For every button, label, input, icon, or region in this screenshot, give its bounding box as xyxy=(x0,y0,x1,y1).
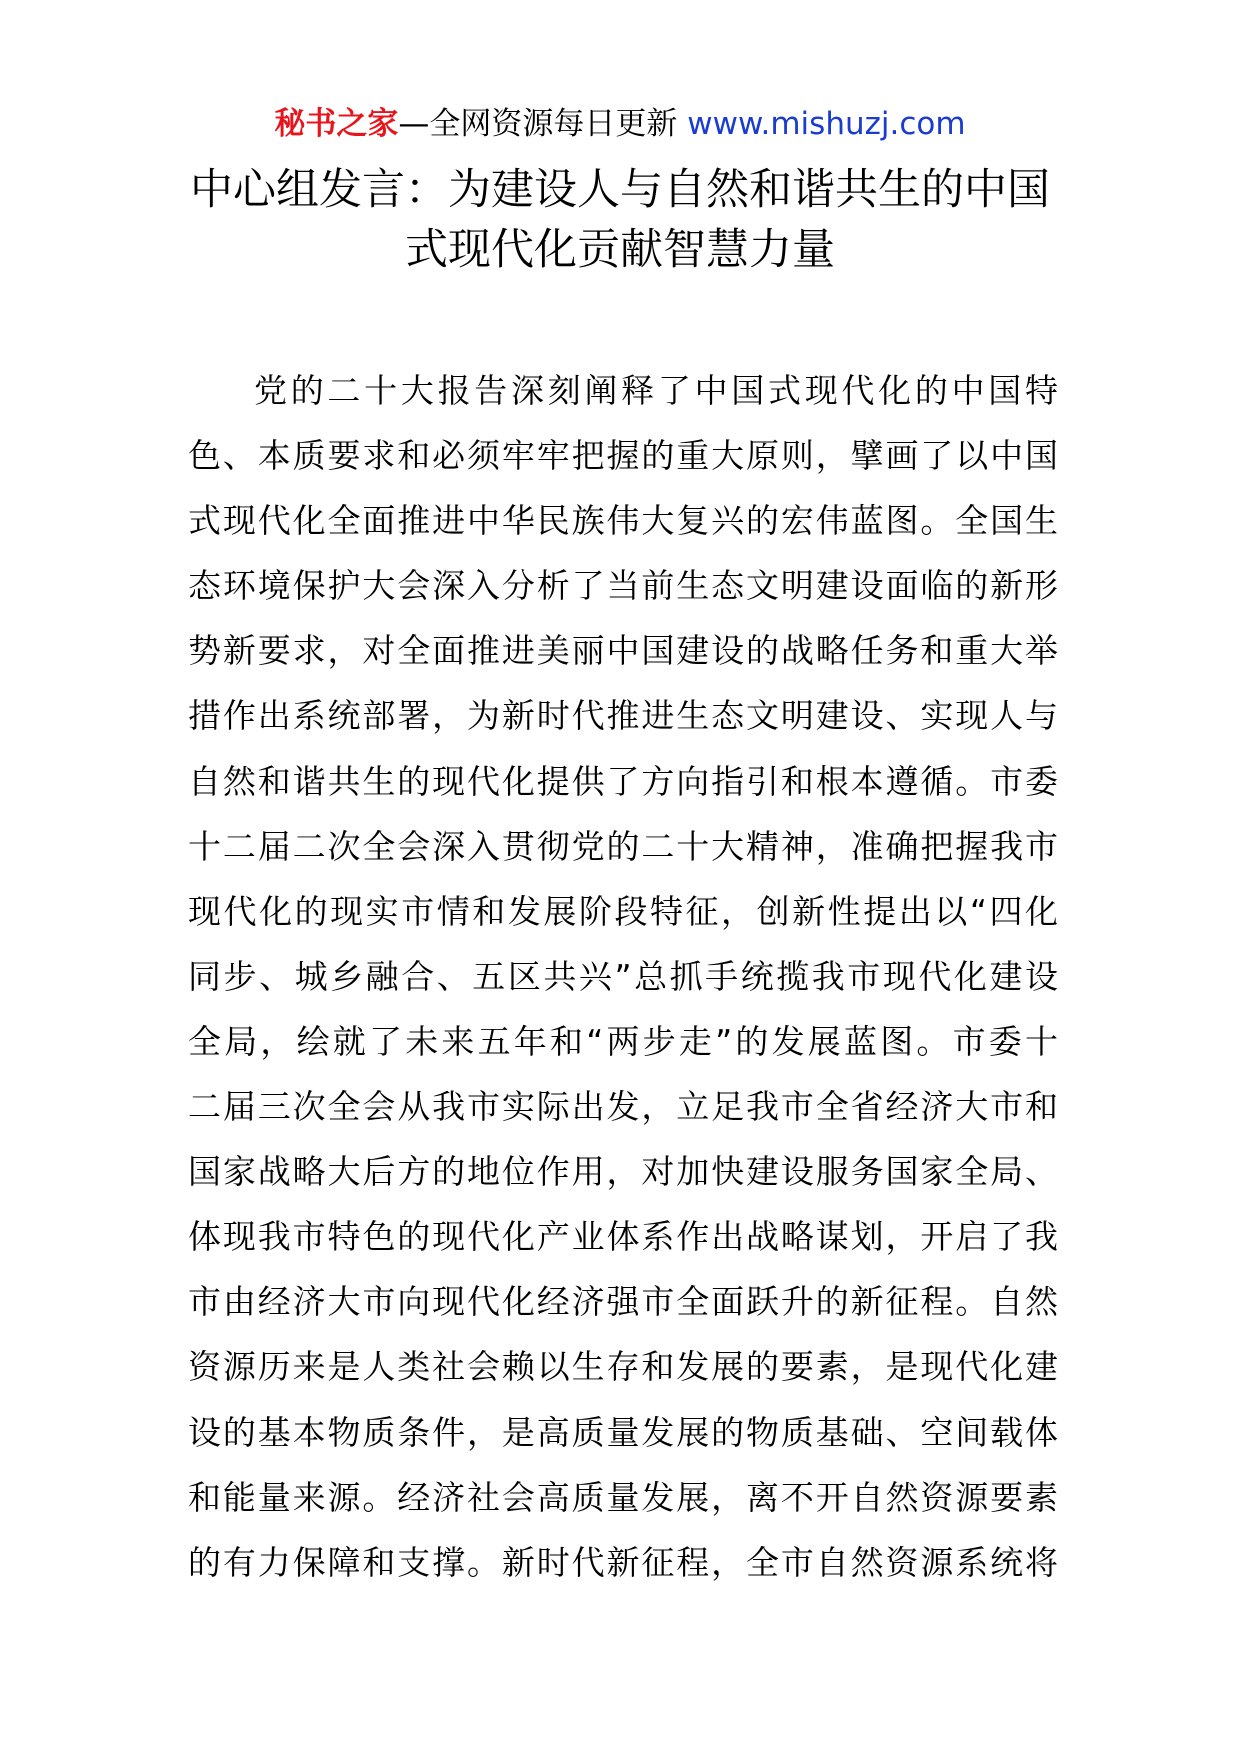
body-paragraph xyxy=(188,358,1058,1595)
body-line: 自然和谐共生的现代化提供了方向指引和根本遵循。市委 xyxy=(188,761,1058,801)
body-line: 国家战略大后方的地位作用，对加快建设服务国家全局、 xyxy=(188,1152,1058,1192)
body-line: 和能量来源。经济社会高质量发展，离不开自然资源要素 xyxy=(188,1477,1058,1517)
body-line: 现代化的现实市情和发展阶段特征，创新性提出以“四化 xyxy=(188,891,1058,931)
body-line: 态环境保护大会深入分析了当前生态文明建设面临的新形 xyxy=(188,566,1058,606)
body-line: 的有力保障和支撑。新时代新征程，全市自然资源系统将 xyxy=(188,1542,1058,1582)
brand-name: 秘书之家 xyxy=(274,106,399,142)
body-line: 措作出系统部署，为新时代推进生态文明建设、实现人与 xyxy=(188,696,1058,736)
body-line: 市由经济大市向现代化经济强市全面跃升的新征程。自然 xyxy=(188,1282,1058,1322)
title-line-2: 式现代化贡献智慧力量 xyxy=(405,225,835,275)
site-header xyxy=(0,104,1240,144)
body-line: 势新要求，对全面推进美丽中国建设的战略任务和重大举 xyxy=(188,631,1058,671)
site-url[interactable]: www.mishuzj.com xyxy=(687,106,966,142)
header-tagline: —全网资源每日更新 xyxy=(398,106,688,142)
body-line: 色、本质要求和必须牢牢把握的重大原则，擘画了以中国 xyxy=(188,436,1058,476)
body-line: 十二届二次全会深入贯彻党的二十大精神，准确把握我市 xyxy=(188,826,1058,866)
body-line: 体现我市特色的现代化产业体系作出战略谋划，开启了我 xyxy=(188,1217,1058,1257)
body-line: 二届三次全会从我市实际出发，立足我市全省经济大市和 xyxy=(188,1087,1058,1127)
body-line: 式现代化全面推进中华民族伟大复兴的宏伟蓝图。全国生 xyxy=(188,501,1058,541)
title-line-1: 中心组发言：为建设人与自然和谐共生的中国 xyxy=(190,165,1050,215)
body-line: 党的二十大报告深刻阐释了中国式现代化的中国特 xyxy=(254,371,1058,410)
body-line: 全局，绘就了未来五年和“两步走”的发展蓝图。市委十 xyxy=(188,1021,1058,1061)
body-line: 同步、城乡融合、五区共兴”总抓手统揽我市现代化建设 xyxy=(188,956,1058,996)
document-title xyxy=(140,160,1100,280)
body-line: 设的基本物质条件，是高质量发展的物质基础、空间载体 xyxy=(188,1412,1058,1452)
body-line: 资源历来是人类社会赖以生存和发展的要素，是现代化建 xyxy=(188,1347,1058,1387)
